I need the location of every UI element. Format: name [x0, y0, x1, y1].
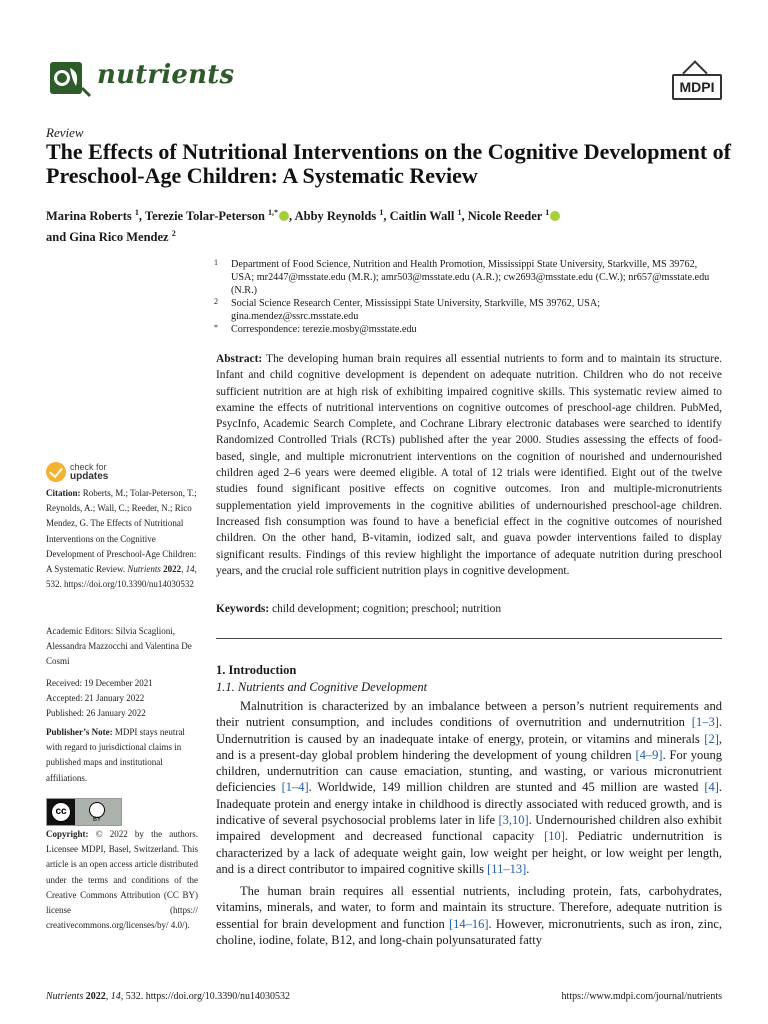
orcid-icon[interactable] — [550, 211, 560, 221]
paragraph-text: , and is a present-day global problem hindering the development of young children — [216, 731, 722, 762]
abstract — [216, 351, 722, 579]
affiliation-item — [214, 323, 714, 336]
footer-journal: Nutrients — [46, 991, 84, 1002]
publisher-note-label: Publisher’s Note: — [46, 727, 113, 737]
affiliation-item — [214, 297, 714, 323]
author-name: Abby Reynolds — [294, 209, 380, 224]
footer-year: 2022 — [85, 991, 106, 1002]
publisher-name: MDPI — [672, 74, 722, 100]
reference-link[interactable]: [4–9] — [635, 747, 663, 762]
author-name: Marina Roberts — [46, 209, 135, 224]
reference-link[interactable]: [1–3] — [691, 715, 719, 730]
academic-editors: Academic Editors: Silvia Scaglioni, Alessandra Mazzocchi and Valentina De Cosmi — [46, 626, 192, 667]
keywords-text: child development; cognition; preschool; nutrition — [272, 603, 502, 615]
author-affiliation-mark: 1 — [545, 208, 550, 217]
section-divider — [216, 638, 722, 639]
author-name: Nicole Reeder — [467, 209, 546, 224]
publisher-note-text: MDPI stays neutral with regard to jurisdictional claims in published maps and institutional affiliations. — [46, 727, 185, 783]
updates-label: updates — [70, 471, 109, 482]
author-affiliation-mark: 1 — [134, 208, 139, 217]
paragraph-text: . Worldwide, 149 million children are stunted and 45 million are wasted — [308, 780, 705, 795]
cc-by-license-badge[interactable] — [46, 798, 122, 826]
affiliation-mark: 2 — [214, 297, 218, 306]
article-title: The Effects of Nutritional Interventions on the Cognitive Development of Preschool-Age Children: A Systematic Review — [46, 139, 731, 188]
reference-link[interactable]: [2] — [704, 731, 719, 746]
attribution-icon — [89, 802, 105, 818]
reference-link[interactable]: [10] — [544, 829, 565, 844]
accepted-date: Accepted: 21 January 2022 — [46, 693, 145, 704]
citation-text: Roberts, M.; Tolar-Peterson, T.; Reynolds, A.; Wall, C.; Reeder, N.; Rico Mendez, G. The Effects of Nutritional Interventions on the Cognitive Development of Preschool-Age Children: A Systematic Review. — [46, 488, 197, 575]
affiliation-mark: 1 — [214, 258, 218, 267]
author-name: Gina Rico Mendez — [69, 230, 172, 245]
author-name: Caitlin Wall — [389, 209, 458, 224]
dates-block — [46, 676, 198, 722]
cc-icon: cc — [51, 802, 71, 822]
publisher-note — [46, 725, 198, 786]
keywords — [216, 603, 722, 615]
author-affiliation-mark: 1 — [457, 208, 462, 217]
body-paragraph-2 — [216, 883, 722, 948]
journal-name: nutrients — [97, 60, 235, 90]
subsection-heading: 1.1. Nutrients and Cognitive Development — [216, 680, 428, 694]
copyright-block — [46, 827, 198, 933]
reference-link[interactable]: [4] — [704, 780, 719, 795]
orcid-icon[interactable] — [279, 211, 289, 221]
affiliation-mark: * — [214, 323, 218, 332]
paragraph-text: . Undernutrition is caused by an inadequate intake of energy, protein, or vitamins and minerals — [216, 715, 722, 746]
paragraph-text: . For young children, undernutrition can cause emaciation, stunting, and wasting, or various micronutrient deficiencies — [216, 747, 723, 795]
citation-year: 2022 — [163, 564, 182, 575]
published-date: Published: 26 January 2022 — [46, 708, 146, 719]
author-list: Marina Roberts $^1$, Terezie Tolar-Peterson $^{1,*}$ , Abby Reynolds $^1$, Caitlin Wall $^1$, Nicole Reeder $^1$ and Gina Rico Mendez $^2$ — [46, 204, 726, 246]
check-for-updates-button[interactable] — [46, 462, 156, 484]
footer-volume: 14 — [110, 991, 121, 1002]
check-for-label: check for — [70, 462, 107, 472]
reference-link[interactable]: [14–16] — [448, 916, 489, 931]
citation-journal: Nutrients — [127, 564, 161, 575]
journal-url-link[interactable]: https://www.mdpi.com/journal/nutrients — [561, 991, 722, 1002]
keywords-label: Keywords: — [216, 603, 270, 615]
abstract-label: Abstract: — [216, 353, 263, 365]
article-type: Review — [46, 125, 84, 140]
paragraph-text: . However, micronutrients, such as iron, zinc, choline, iodine, folate, B12, and long-chain polyunsaturated fatty — [216, 916, 722, 947]
author-affiliation-mark: 1 — [379, 208, 384, 217]
author-name: Terezie Tolar-Peterson — [144, 209, 269, 224]
by-label: BY — [93, 817, 102, 823]
citation-label: Citation: — [46, 488, 81, 498]
footer-doi-link[interactable]: , 532. https://doi.org/10.3390/nu14030532 — [120, 991, 291, 1002]
affiliations — [214, 258, 714, 336]
paragraph-text: The human brain requires all essential nutrients, including protein, fats, carbohydrates, vitamins, minerals, and water, to form and maintain its structure. Therefore, adequate nutrition is essential for brain development and function — [216, 884, 722, 931]
received-date: Received: 19 December 2021 — [46, 678, 153, 688]
citation-block: Citation: Roberts, M.; Tolar-Peterson, T.; Reynolds, A.; Wall, C.; Reeder, N.; Rico Mendez, G. The Effects of Nutritional Interventions on the Cognitive Development of Preschool-Age Children: A Systematic Review. Nutrients 2022, 14, 532. https://doi.org/10.3390/nu14030532 — [46, 488, 197, 590]
body-paragraph-1 — [216, 698, 722, 877]
author-affiliation-mark: 1,* — [268, 208, 279, 217]
publisher-logo — [672, 68, 720, 100]
copyright-text: © 2022 by the authors. Licensee MDPI, Basel, Switzerland. This article is an open access article distributed under the terms and conditions of the Creative Commons Attribution (CC BY) license (https:// creativecommons.org/licenses/by/ 4.0/). — [46, 829, 199, 931]
reference-link[interactable]: [1–4] — [281, 780, 309, 795]
citation-volume: 14 — [185, 564, 195, 575]
affiliation-text: Correspondence: terezie.mosby@msstate.edu — [231, 324, 417, 335]
affiliation-item — [214, 258, 714, 297]
author-affiliation-mark: 2 — [171, 229, 176, 239]
paragraph-text: Malnutrition is characterized by an imbalance between a person’s nutrient requirements and their nutrient consumption, and includes conditions of overnutrition and undernutrition — [216, 699, 722, 730]
checkmark-icon — [46, 462, 66, 482]
paragraph-text: . Undernourished children also exhibit impaired development and decreased functional capacity — [216, 813, 722, 844]
paragraph-text: . Inadequate protein and energy intake in childhood is directly associated with reduced growth, and is indicative of several psychosocial problems later in life — [216, 780, 723, 828]
paragraph-text: . — [526, 861, 530, 876]
section-heading: 1. Introduction — [216, 663, 297, 677]
copyright-label: Copyright: — [46, 829, 89, 839]
reference-link[interactable]: [3,10] — [498, 813, 529, 828]
affiliation-text: Social Science Research Center, Mississippi State University, Starkville, MS 39762, USA; gina.mendez@ssrc.msstate.edu — [231, 298, 601, 322]
abstract-text: The developing human brain requires all essential nutrients to form and to maintain its structure. Infant and child cognitive development is dependent on adequate nutrition. Children who do not receive sufficient nutrition are at high risk of exhibiting impaired cognitive skills. This systematic review aimed to examine the effects of nutritional interventions on cognitive outcomes of preschool-age children. PubMed, PsycInfo, Academic Search Complete, and Cochrane Library electronic databases were searched to identify Randomized Controlled Trials (RCTs) published after the year 2000. Studies assessing the effects of food-based, single, and multiple micronutrient interventions on the cognition of nourished and undernourished children aged 2–6 years were deemed eligible. A total of 12 trials were identified. Eight out of the twelve studies found significant positive effects on cognitive outcomes. Iron and multiple-micronutrients supplementation yield improvements in the cognitive abilities of undernourished preschool-age children. Increased fish consumption was found to have a beneficial effect in the cognitive outcomes of nourished children. On the other hand, B-vitamin, iodized salt, and guava powder interventions failed to display significant results. Findings of this review highlight the importance of adequate nutrition during preschool years, and the crucial role sufficient nutrition plays in cognitive development. — [216, 353, 722, 577]
affiliation-text: Department of Food Science, Nutrition and Health Promotion, Mississippi State University, Starkville, MS 39762, USA; mr2447@msstate.edu (M.R.); amr503@msstate.edu (A.R.); cw2693@msstate.edu (C.W.); nr657@msstate.edu (N.R.) — [231, 259, 710, 296]
reference-link[interactable]: [11–13] — [487, 861, 527, 876]
paragraph-text: . Pediatric undernutrition is characterized by a lack of adequate weight gain, low weight per height, or low weight per length, and is a direct contributor to impaired cognitive skills — [216, 829, 723, 876]
footer-citation: Nutrients 2022, 14, 532. https://doi.org/10.3390/nu14030532 — [46, 991, 291, 1002]
journal-logo-icon — [46, 58, 92, 98]
citation-doi-link[interactable]: , 532. https://doi.org/10.3390/nu14030532 — [46, 564, 197, 590]
